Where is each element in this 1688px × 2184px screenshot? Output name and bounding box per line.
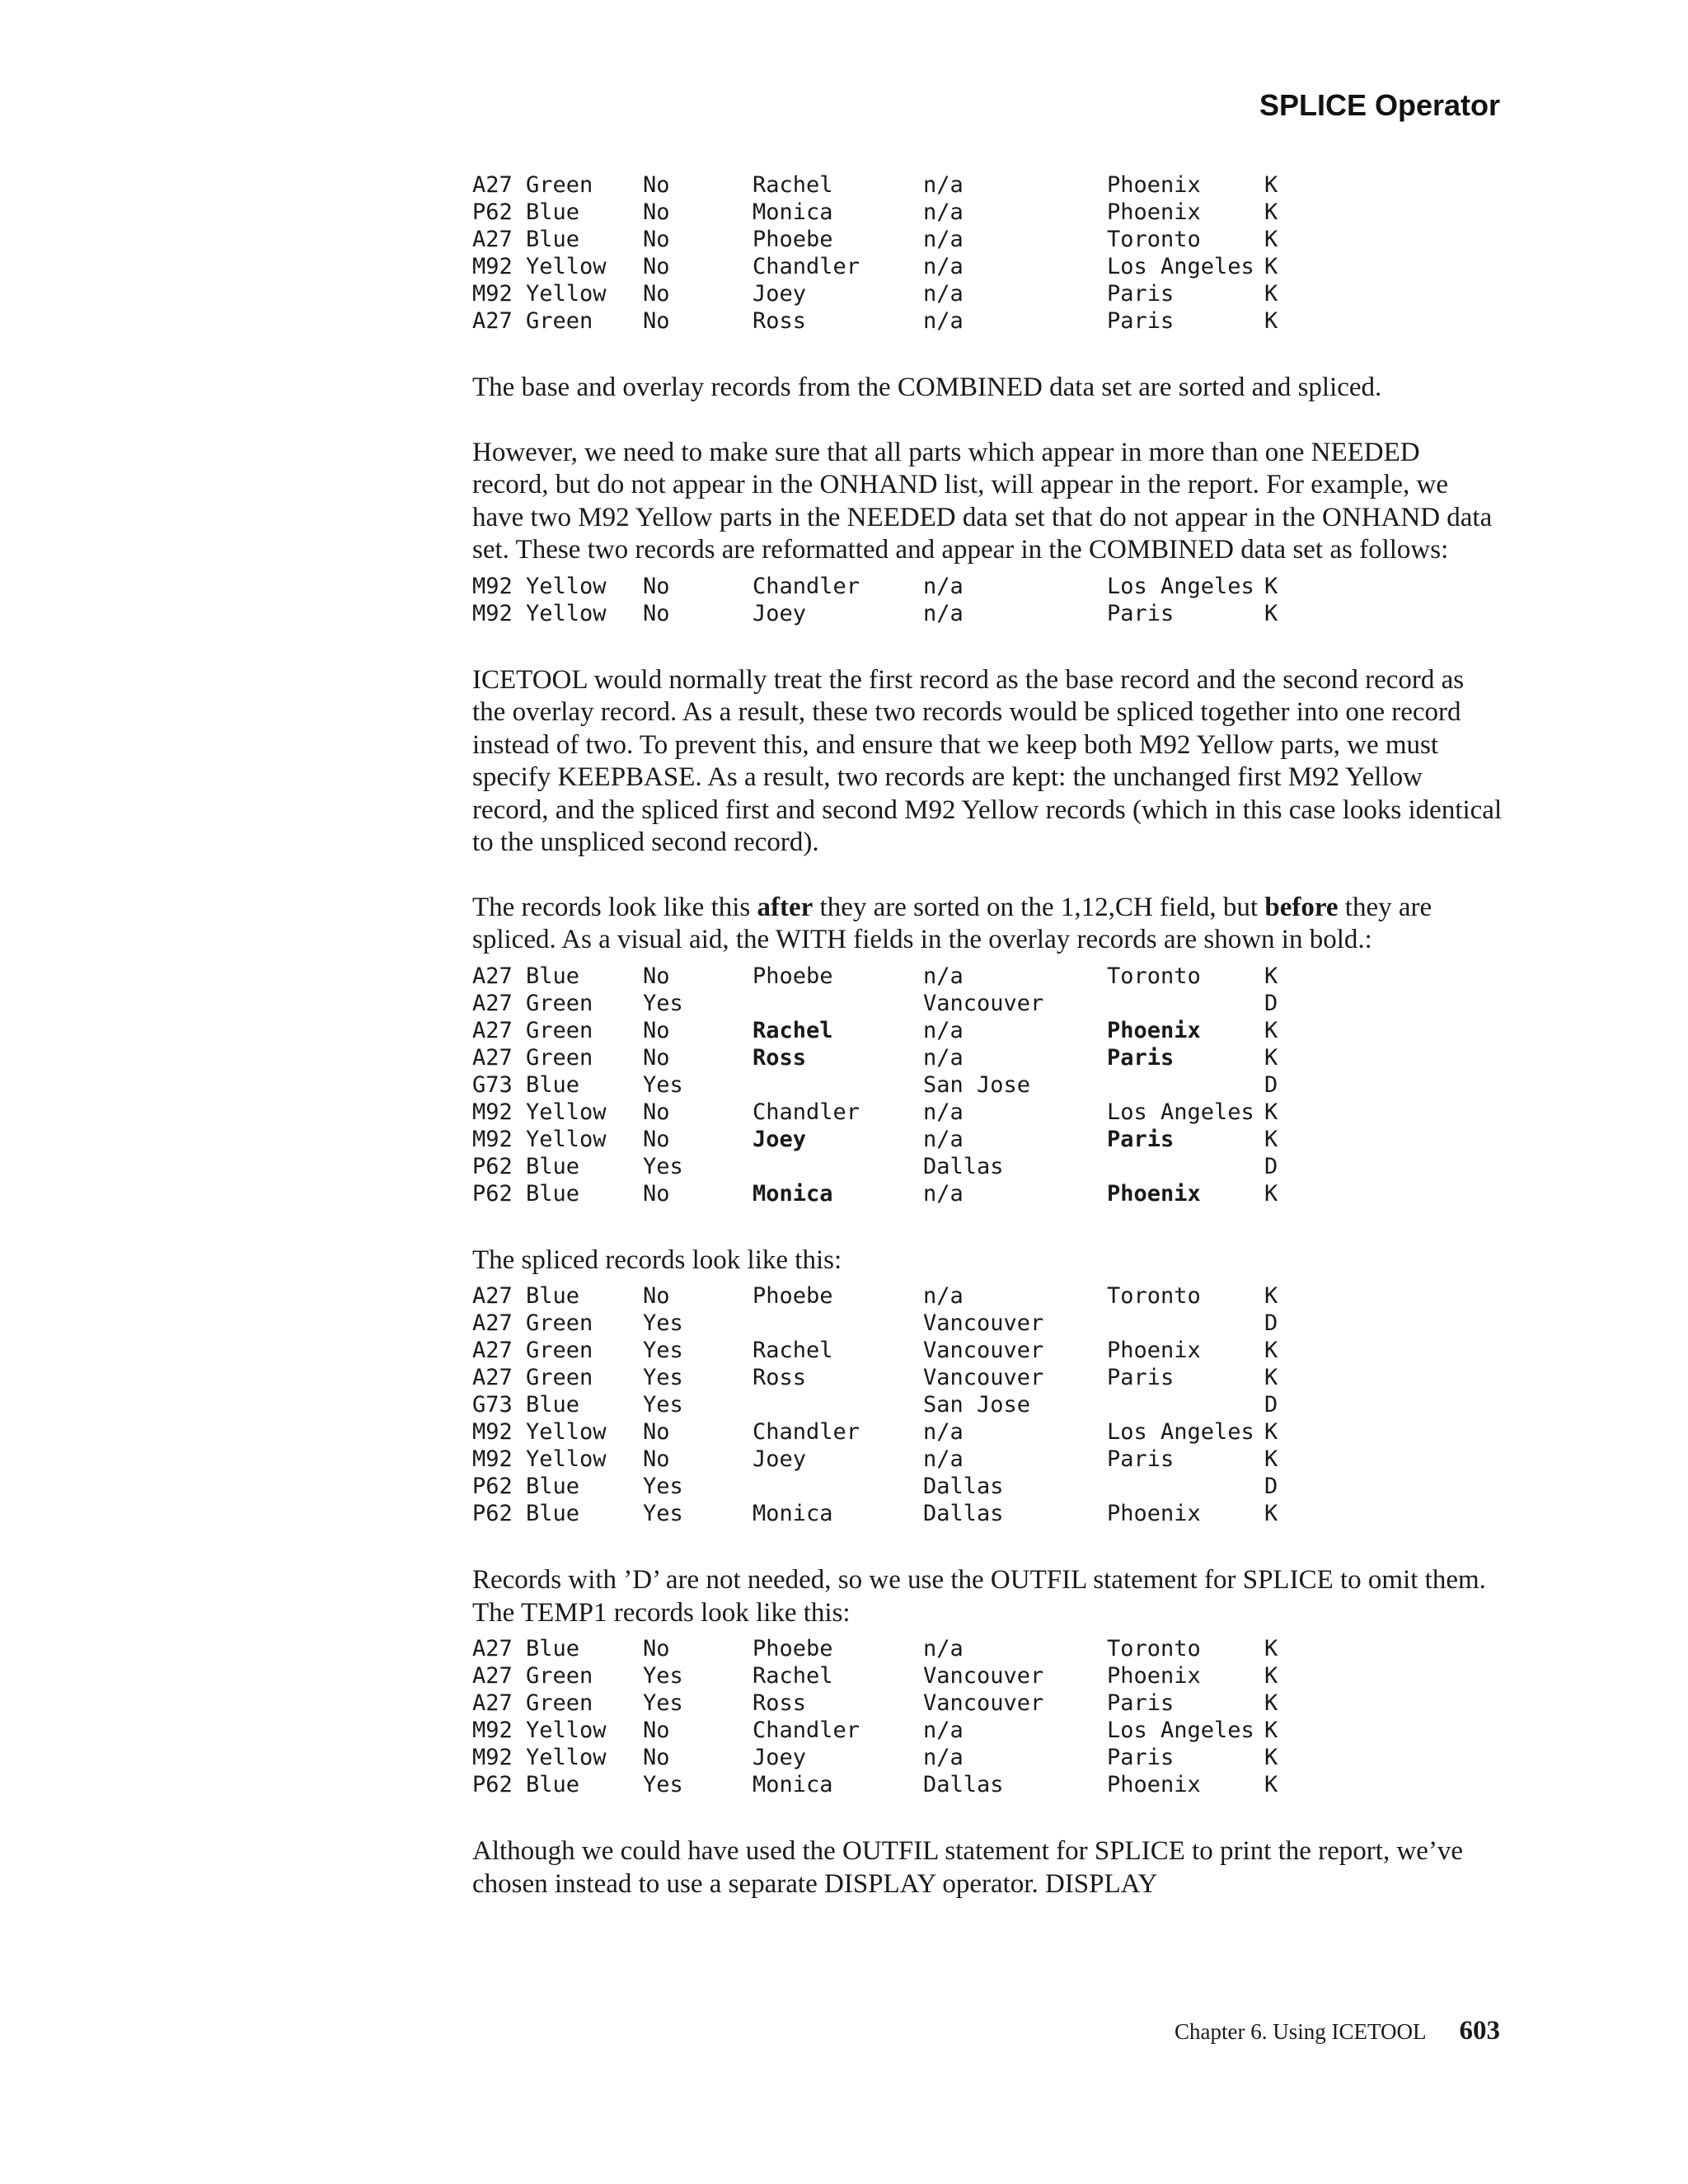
record-field: M92 Yellow xyxy=(472,1099,607,1125)
record-field: n/a xyxy=(923,1446,964,1472)
record-row xyxy=(472,280,1503,307)
record-field: No xyxy=(643,227,670,252)
paragraph: However, we need to make sure that all parts which appear in more than one NEEDED record, but do not appear in the ONHAND list, will appear in the report. For example, we have two M92 Yellow parts in the NEEDED data set that do not appear in the ONHAND data set. These two records are reformatted and appear in the COMBINED data set as follows: xyxy=(472,437,1493,565)
record-field: Yes xyxy=(643,1690,683,1716)
record-field: San Jose xyxy=(923,1392,1031,1418)
record-row xyxy=(472,1500,1503,1527)
record-field: n/a xyxy=(923,1745,964,1770)
record-field: Yes xyxy=(643,1365,683,1390)
record-field: Monica xyxy=(753,199,833,225)
record-field: No xyxy=(643,281,670,307)
record-row xyxy=(472,1690,1503,1717)
record-field: K xyxy=(1264,172,1278,198)
record-field: Vancouver xyxy=(923,1690,1044,1716)
record-field: Paris xyxy=(1107,1365,1175,1390)
record-field: Paris xyxy=(1107,1446,1175,1472)
record-field: Vancouver xyxy=(923,1338,1044,1363)
record-field: n/a xyxy=(923,1283,964,1309)
record-field: Chandler xyxy=(753,573,860,599)
record-field: Yes xyxy=(643,1474,683,1499)
record-field: Monica xyxy=(753,1180,833,1207)
record-field: K xyxy=(1264,1690,1278,1716)
record-field: K xyxy=(1264,1338,1278,1363)
record-field: Joey xyxy=(753,281,807,307)
record-row xyxy=(472,1662,1503,1690)
record-field: A27 Green xyxy=(472,1365,593,1390)
record-field: K xyxy=(1264,1501,1278,1526)
record-field: P62 Blue xyxy=(472,1474,580,1499)
record-field: A27 Blue xyxy=(472,1636,580,1661)
record-row xyxy=(472,199,1503,226)
record-block-sorted xyxy=(472,963,1503,1207)
record-field: Joey xyxy=(753,1745,807,1770)
record-field: A27 Green xyxy=(472,1338,593,1363)
record-field: Vancouver xyxy=(923,1310,1044,1336)
record-field: K xyxy=(1264,1772,1278,1797)
record-field: Yes xyxy=(643,1663,683,1689)
record-field: K xyxy=(1264,1099,1278,1125)
record-row xyxy=(472,1635,1503,1662)
record-field: A27 Green xyxy=(472,1690,593,1716)
record-field: K xyxy=(1264,199,1278,225)
record-field: K xyxy=(1264,227,1278,252)
record-field: M92 Yellow xyxy=(472,1718,607,1743)
record-field: K xyxy=(1264,1283,1278,1309)
record-field: A27 Green xyxy=(472,308,593,334)
record-field: M92 Yellow xyxy=(472,600,607,626)
record-row xyxy=(472,1099,1503,1126)
record-field: Phoebe xyxy=(753,227,833,252)
paragraph: Although we could have used the OUTFIL statement for SPLICE to print the report, we’ve chosen instead to use a separate DISPLAY operator. DISPLAY xyxy=(472,1836,1464,1899)
record-field: D xyxy=(1264,1071,1278,1098)
record-field: Toronto xyxy=(1107,963,1201,989)
record-field: Chandler xyxy=(753,1718,860,1743)
record-field: No xyxy=(643,1044,670,1071)
record-row xyxy=(472,963,1503,990)
record-field: K xyxy=(1264,1663,1278,1689)
record-field: A27 Green xyxy=(472,1017,593,1043)
record-field: Phoenix xyxy=(1107,1017,1201,1043)
record-field: M92 Yellow xyxy=(472,1446,607,1472)
record-field: Ross xyxy=(753,1044,807,1071)
record-field: Vancouver xyxy=(923,1365,1044,1390)
record-row xyxy=(472,1282,1503,1310)
record-row xyxy=(472,1446,1503,1473)
record-field: Phoebe xyxy=(753,1283,833,1309)
record-field: No xyxy=(643,1099,670,1125)
record-field: Yes xyxy=(643,1071,683,1098)
record-field: A27 Green xyxy=(472,1310,593,1336)
record-field: K xyxy=(1264,1180,1278,1207)
record-field: K xyxy=(1264,573,1278,599)
record-field: Toronto xyxy=(1107,227,1201,252)
record-field: Dallas xyxy=(923,1501,1004,1526)
record-field: n/a xyxy=(923,600,964,626)
record-field: Phoenix xyxy=(1107,1663,1201,1689)
record-field: Los Angeles xyxy=(1107,1718,1254,1743)
record-field: Phoenix xyxy=(1107,1180,1201,1207)
record-field: n/a xyxy=(923,1636,964,1661)
record-field: Monica xyxy=(753,1772,833,1797)
record-field: n/a xyxy=(923,1126,964,1152)
record-field: K xyxy=(1264,1446,1278,1472)
page-body xyxy=(472,171,1503,1900)
record-field: M92 Yellow xyxy=(472,1126,607,1152)
record-field: Paris xyxy=(1107,308,1175,334)
record-row xyxy=(472,1180,1503,1207)
record-block-top xyxy=(472,171,1503,335)
record-field: Ross xyxy=(753,1690,807,1716)
record-field: A27 Blue xyxy=(472,1283,580,1309)
record-field: Vancouver xyxy=(923,990,1044,1016)
running-header: SPLICE Operator xyxy=(1259,88,1500,122)
record-field: n/a xyxy=(923,281,964,307)
record-field: Monica xyxy=(753,1501,833,1526)
record-field: n/a xyxy=(923,227,964,252)
record-field: Paris xyxy=(1107,1690,1175,1716)
record-field: Phoebe xyxy=(753,963,833,989)
record-field: No xyxy=(643,308,670,334)
page-number: 603 xyxy=(1459,2016,1500,2046)
record-field: D xyxy=(1264,1153,1278,1179)
record-row xyxy=(472,171,1503,199)
record-field: M92 Yellow xyxy=(472,254,607,279)
record-field: Yes xyxy=(643,1772,683,1797)
record-field: Joey xyxy=(753,600,807,626)
record-field: No xyxy=(643,1419,670,1445)
record-field: No xyxy=(643,573,670,599)
record-field: D xyxy=(1264,1474,1278,1499)
record-row xyxy=(472,573,1503,600)
record-field: Los Angeles xyxy=(1107,1099,1254,1125)
record-block-temp1 xyxy=(472,1635,1503,1798)
record-field: No xyxy=(643,254,670,279)
record-field: n/a xyxy=(923,199,964,225)
paragraph: The spliced records look like this: xyxy=(472,1244,842,1275)
record-field: D xyxy=(1264,990,1278,1016)
record-field: n/a xyxy=(923,1180,964,1207)
record-field: Yes xyxy=(643,990,683,1016)
paragraph: Records with ’D’ are not needed, so we use the OUTFIL statement for SPLICE to omit them. The TEMP1 records look like this: xyxy=(472,1565,1486,1628)
record-field: Phoenix xyxy=(1107,199,1201,225)
record-field: Los Angeles xyxy=(1107,254,1254,279)
record-field: A27 Blue xyxy=(472,227,580,252)
record-field: Dallas xyxy=(923,1153,1004,1179)
record-field: n/a xyxy=(923,254,964,279)
record-field: Rachel xyxy=(753,172,833,198)
record-field: K xyxy=(1264,1017,1278,1043)
record-field: n/a xyxy=(923,1099,964,1125)
record-field: Toronto xyxy=(1107,1283,1201,1309)
record-field: K xyxy=(1264,1419,1278,1445)
record-field: No xyxy=(643,1180,670,1207)
record-field: K xyxy=(1264,1745,1278,1770)
record-field: Yes xyxy=(643,1501,683,1526)
record-field: Los Angeles xyxy=(1107,1419,1254,1445)
page-footer xyxy=(1175,2016,1500,2046)
record-field: K xyxy=(1264,1365,1278,1390)
record-row xyxy=(472,1364,1503,1391)
record-field: K xyxy=(1264,254,1278,279)
text-run: they are sorted on the 1,12,CH field, but xyxy=(813,892,1265,922)
record-field: Rachel xyxy=(753,1017,833,1043)
record-field: No xyxy=(643,963,670,989)
record-field: Ross xyxy=(753,1365,807,1390)
record-field: Los Angeles xyxy=(1107,573,1254,599)
record-block-spliced xyxy=(472,1282,1503,1527)
record-field: P62 Blue xyxy=(472,199,580,225)
bold-text: before xyxy=(1264,892,1339,922)
record-field: Paris xyxy=(1107,1044,1175,1071)
record-field: n/a xyxy=(923,172,964,198)
record-field: Paris xyxy=(1107,281,1175,307)
record-field: n/a xyxy=(923,1419,964,1445)
record-field: Yes xyxy=(643,1338,683,1363)
paragraph: The base and overlay records from the COMBINED data set are sorted and spliced. xyxy=(472,373,1382,402)
record-field: n/a xyxy=(923,1017,964,1043)
record-field: No xyxy=(643,1017,670,1043)
paragraph: ICETOOL would normally treat the first record as the base record and the second record as the overlay record. As a result, these two records would be spliced together into one record instead of two. To prevent this, and ensure that we keep both M92 Yellow parts, we must specify KEEPBASE. As a result, two records are kept: the unchanged first M92 Yellow record, and the spliced first and second M92 Yellow records (which in this case looks identical to the unspliced second record). xyxy=(472,664,1503,857)
record-row xyxy=(472,253,1503,280)
record-field: Paris xyxy=(1107,1126,1175,1152)
record-field: P62 Blue xyxy=(472,1153,580,1179)
record-field: Phoebe xyxy=(753,1636,833,1661)
record-field: n/a xyxy=(923,573,964,599)
record-field: Chandler xyxy=(753,1099,860,1125)
record-field: Chandler xyxy=(753,254,860,279)
paragraph xyxy=(472,892,1503,957)
record-field: n/a xyxy=(923,308,964,334)
record-field: A27 Green xyxy=(472,990,593,1016)
record-field: Phoenix xyxy=(1107,172,1201,198)
record-field: Phoenix xyxy=(1107,1772,1201,1797)
record-field: Chandler xyxy=(753,1419,860,1445)
record-field: n/a xyxy=(923,1718,964,1743)
record-field: D xyxy=(1264,1392,1278,1418)
record-field: Phoenix xyxy=(1107,1501,1201,1526)
record-field: No xyxy=(643,199,670,225)
record-block-combined xyxy=(472,573,1503,627)
record-row xyxy=(472,1744,1503,1771)
record-field: Rachel xyxy=(753,1663,833,1689)
record-row xyxy=(472,600,1503,627)
record-field: n/a xyxy=(923,963,964,989)
record-field: Paris xyxy=(1107,1745,1175,1770)
record-field: No xyxy=(643,172,670,198)
record-field: Dallas xyxy=(923,1772,1004,1797)
footer-chapter: Chapter 6. Using ICETOOL xyxy=(1175,2019,1427,2044)
record-field: Toronto xyxy=(1107,1636,1201,1661)
text-run: The records look like this xyxy=(472,892,757,922)
record-field: M92 Yellow xyxy=(472,1745,607,1770)
record-field: A27 Green xyxy=(472,1663,593,1689)
record-row xyxy=(472,1391,1503,1418)
record-row xyxy=(472,307,1503,335)
record-row xyxy=(472,990,1503,1017)
record-field: No xyxy=(643,1126,670,1152)
record-field: M92 Yellow xyxy=(472,281,607,307)
record-row xyxy=(472,1337,1503,1364)
record-row xyxy=(472,226,1503,253)
record-field: Dallas xyxy=(923,1474,1004,1499)
text-run: they are spliced. As a visual aid, the WITH fields in the overlay records are shown in bold.: xyxy=(472,892,1432,954)
record-field: P62 Blue xyxy=(472,1772,580,1797)
record-row xyxy=(472,1071,1503,1099)
record-row xyxy=(472,1473,1503,1500)
record-row xyxy=(472,1771,1503,1798)
record-field: G73 Blue xyxy=(472,1071,580,1098)
record-field: K xyxy=(1264,308,1278,334)
record-field: K xyxy=(1264,1126,1278,1152)
record-field: P62 Blue xyxy=(472,1501,580,1526)
record-row xyxy=(472,1126,1503,1153)
record-field: Vancouver xyxy=(923,1663,1044,1689)
record-row xyxy=(472,1310,1503,1337)
record-field: No xyxy=(643,1745,670,1770)
record-field: D xyxy=(1264,1310,1278,1336)
record-field: No xyxy=(643,600,670,626)
record-field: Joey xyxy=(753,1126,807,1152)
record-field: A27 Green xyxy=(472,1044,593,1071)
record-row xyxy=(472,1717,1503,1744)
record-field: K xyxy=(1264,1636,1278,1661)
record-field: Ross xyxy=(753,308,807,334)
record-field: Yes xyxy=(643,1392,683,1418)
record-row xyxy=(472,1044,1503,1071)
record-row xyxy=(472,1153,1503,1180)
record-field: Yes xyxy=(643,1310,683,1336)
record-field: n/a xyxy=(923,1044,964,1071)
record-field: K xyxy=(1264,963,1278,989)
record-field: Phoenix xyxy=(1107,1338,1201,1363)
record-field: P62 Blue xyxy=(472,1180,580,1207)
record-field: Yes xyxy=(643,1153,683,1179)
record-field: G73 Blue xyxy=(472,1392,580,1418)
record-field: K xyxy=(1264,281,1278,307)
record-field: No xyxy=(643,1446,670,1472)
record-field: M92 Yellow xyxy=(472,1419,607,1445)
record-field: A27 Green xyxy=(472,172,593,198)
record-field: Joey xyxy=(753,1446,807,1472)
record-field: A27 Blue xyxy=(472,963,580,989)
record-field: No xyxy=(643,1283,670,1309)
record-field: Paris xyxy=(1107,600,1175,626)
record-field: San Jose xyxy=(923,1071,1031,1098)
record-field: Rachel xyxy=(753,1338,833,1363)
record-field: No xyxy=(643,1636,670,1661)
record-field: No xyxy=(643,1718,670,1743)
record-row xyxy=(472,1017,1503,1044)
record-field: K xyxy=(1264,600,1278,626)
record-field: K xyxy=(1264,1718,1278,1743)
bold-text: after xyxy=(757,892,814,922)
record-field: K xyxy=(1264,1044,1278,1071)
record-row xyxy=(472,1418,1503,1446)
record-field: M92 Yellow xyxy=(472,573,607,599)
